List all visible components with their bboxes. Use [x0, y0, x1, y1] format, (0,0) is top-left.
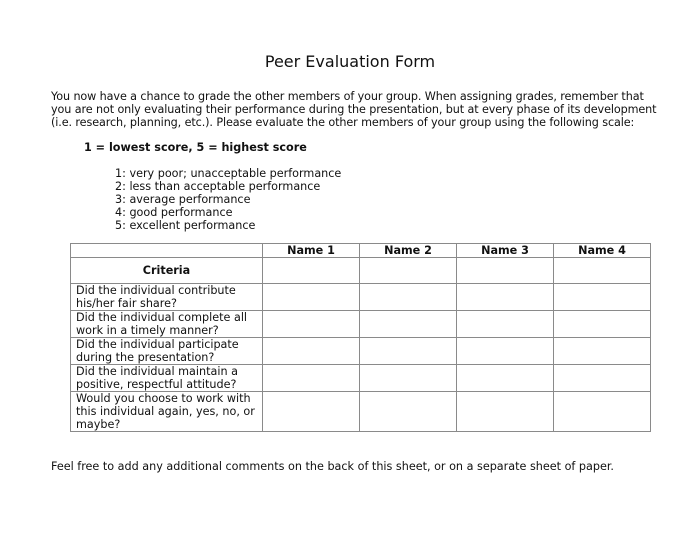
score-cell[interactable] [554, 284, 651, 311]
criteria-row [71, 258, 651, 284]
score-cell[interactable] [457, 365, 554, 392]
intro-line: (i.e. research, planning, etc.). Please evaluate the other members of your group using the following scale: [51, 116, 635, 129]
criterion-cell: Did the individual maintain a positive, respectful attitude? [71, 365, 263, 392]
name-header: Name 2 [360, 244, 457, 258]
score-cell[interactable] [360, 284, 457, 311]
score-cell[interactable] [360, 311, 457, 338]
intro-line: you are not only evaluating their performance during the presentation, but at every phase of its development [51, 103, 657, 116]
score-cell[interactable] [360, 392, 457, 432]
score-cell[interactable] [263, 365, 360, 392]
score-cell[interactable] [554, 311, 651, 338]
score-cell[interactable] [554, 365, 651, 392]
score-cell[interactable] [263, 338, 360, 365]
scale-heading: 1 = lowest score, 5 = highest score [84, 141, 307, 154]
score-cell[interactable] [457, 338, 554, 365]
score-cell[interactable] [263, 392, 360, 432]
score-cell[interactable] [263, 258, 360, 284]
score-cell[interactable] [360, 338, 457, 365]
evaluation-table [70, 243, 651, 432]
scale-item: 3: average performance [115, 193, 251, 206]
table-row [71, 284, 651, 311]
name-header: Name 1 [263, 244, 360, 258]
score-cell[interactable] [554, 258, 651, 284]
scale-item: 4: good performance [115, 206, 233, 219]
page-title: Peer Evaluation Form [264, 52, 436, 71]
blank-header-cell [71, 244, 263, 258]
score-cell[interactable] [554, 392, 651, 432]
footer-note: Feel free to add any additional comments on the back of this sheet, or on a separate sheet of paper. [51, 460, 614, 473]
intro-line: You now have a chance to grade the other members of your group. When assigning grades, remember that [51, 90, 644, 103]
score-cell[interactable] [554, 338, 651, 365]
table-row [71, 338, 651, 365]
score-cell[interactable] [457, 284, 554, 311]
table-row [71, 311, 651, 338]
score-cell[interactable] [360, 258, 457, 284]
header-row [71, 244, 651, 258]
criterion-cell: Did the individual complete all work in a timely manner? [71, 311, 263, 338]
scale-list [115, 167, 341, 232]
name-header: Name 4 [554, 244, 651, 258]
scale-item: 2: less than acceptable performance [115, 180, 321, 193]
table-row [71, 365, 651, 392]
score-cell[interactable] [457, 311, 554, 338]
score-cell[interactable] [457, 258, 554, 284]
table-row [71, 392, 651, 432]
criteria-label: Criteria [71, 258, 263, 284]
score-cell[interactable] [360, 365, 457, 392]
score-cell[interactable] [457, 392, 554, 432]
score-cell[interactable] [263, 311, 360, 338]
name-header: Name 3 [457, 244, 554, 258]
criterion-cell: Did the individual participate during the presentation? [71, 338, 263, 365]
score-cell[interactable] [263, 284, 360, 311]
intro-paragraph [51, 90, 671, 129]
criterion-cell: Would you choose to work with this individual again, yes, no, or maybe? [71, 392, 263, 432]
scale-item: 5: excellent performance [115, 219, 256, 232]
scale-item: 1: very poor; unacceptable performance [115, 167, 342, 180]
criterion-cell: Did the individual contribute his/her fair share? [71, 284, 263, 311]
